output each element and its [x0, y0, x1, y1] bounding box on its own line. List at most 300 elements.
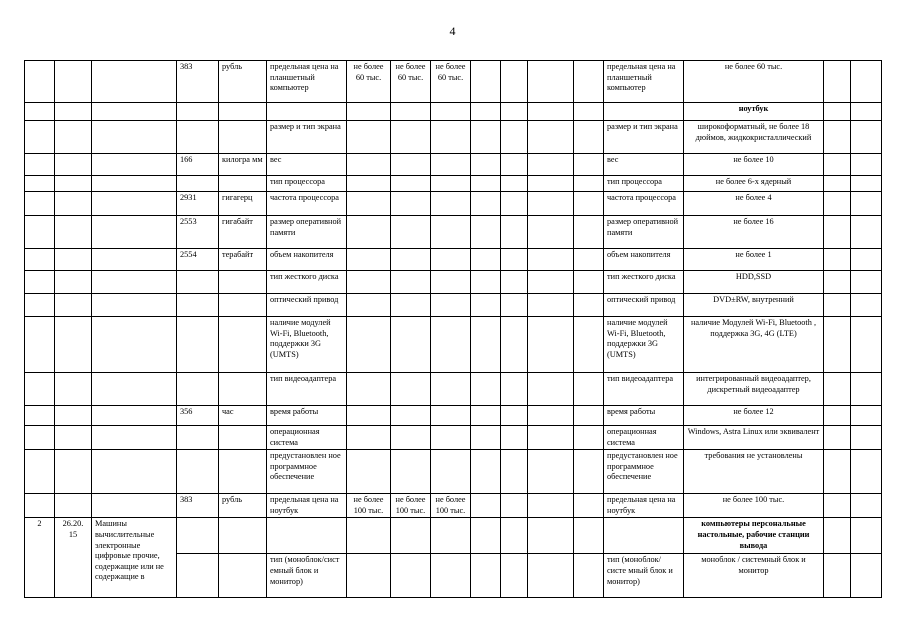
unit-name-cell	[219, 294, 267, 317]
value-cell-6	[528, 426, 574, 450]
okei-code-cell	[177, 426, 219, 450]
value-cell-5	[501, 154, 528, 176]
value-cell-5	[501, 518, 528, 554]
product-name-cell	[92, 154, 177, 176]
value-cell-5	[501, 554, 528, 598]
value-cell-4	[471, 317, 501, 373]
value-cell-2	[391, 103, 431, 121]
function-cell	[851, 154, 882, 176]
unit-name-cell	[219, 426, 267, 450]
value-cell-7	[574, 450, 604, 494]
row-number-cell	[25, 317, 55, 373]
value-cell-6	[528, 518, 574, 554]
function-cell	[851, 518, 882, 554]
value-cell-3	[431, 317, 471, 373]
characteristic-cell: предельная цена на планшетный компьютер	[267, 61, 347, 103]
function-cell	[851, 554, 882, 598]
justification-cell	[824, 121, 851, 154]
value-cell-5	[501, 61, 528, 103]
product-name-cell: Машины вычислительные электронные цифровые прочие, содержащие или не содержащие в	[92, 518, 177, 598]
approved-characteristic-cell: тип видеоадаптера	[604, 373, 684, 406]
value-cell-3	[431, 154, 471, 176]
value-cell-1	[347, 216, 391, 249]
value-cell-6	[528, 554, 574, 598]
value-cell-7	[574, 317, 604, 373]
value-cell-1	[347, 176, 391, 192]
value-cell-2	[391, 249, 431, 271]
row-number-cell	[25, 494, 55, 518]
row-number-cell	[25, 61, 55, 103]
approved-characteristic-cell: размер и тип экрана	[604, 121, 684, 154]
value-cell-3	[431, 121, 471, 154]
okpd-code-cell	[55, 154, 92, 176]
value-cell-4	[471, 450, 501, 494]
value-cell-7	[574, 554, 604, 598]
value-cell-3	[431, 103, 471, 121]
row-number-cell	[25, 176, 55, 192]
characteristic-cell: объем накопителя	[267, 249, 347, 271]
justification-cell	[824, 154, 851, 176]
approved-value-cell: компьютеры персональные настольные, рабочие станции вывода	[684, 518, 824, 554]
value-cell-7	[574, 426, 604, 450]
row-number-cell	[25, 192, 55, 216]
unit-name-cell	[219, 103, 267, 121]
product-name-cell	[92, 317, 177, 373]
product-name-cell	[92, 216, 177, 249]
requirements-table	[24, 60, 882, 598]
value-cell-5	[501, 426, 528, 450]
product-name-cell	[92, 192, 177, 216]
value-cell-2	[391, 154, 431, 176]
value-cell-6	[528, 271, 574, 294]
value-cell-5	[501, 121, 528, 154]
row-number-cell	[25, 426, 55, 450]
value-cell-2	[391, 373, 431, 406]
table-row	[25, 61, 882, 103]
table-row	[25, 373, 882, 406]
unit-name-cell: час	[219, 406, 267, 426]
table-row	[25, 271, 882, 294]
table-row	[25, 426, 882, 450]
approved-characteristic-cell: частота процессора	[604, 192, 684, 216]
table-row	[25, 192, 882, 216]
unit-name-cell	[219, 176, 267, 192]
characteristic-cell: тип процессора	[267, 176, 347, 192]
product-name-cell	[92, 103, 177, 121]
unit-name-cell: рубль	[219, 61, 267, 103]
value-cell-6	[528, 494, 574, 518]
characteristic-cell: наличие модулей Wi-Fi, Bluetooth, поддержки 3G (UMTS)	[267, 317, 347, 373]
value-cell-2	[391, 406, 431, 426]
characteristic-cell: тип жесткого диска	[267, 271, 347, 294]
value-cell-7	[574, 103, 604, 121]
value-cell-2	[391, 294, 431, 317]
unit-name-cell	[219, 271, 267, 294]
characteristic-cell: предельная цена на ноутбук	[267, 494, 347, 518]
okpd-code-cell	[55, 176, 92, 192]
value-cell-7	[574, 271, 604, 294]
okpd-code-cell	[55, 271, 92, 294]
value-cell-6	[528, 192, 574, 216]
value-cell-1	[347, 154, 391, 176]
value-cell-4	[471, 192, 501, 216]
characteristic-cell: тип видеоадаптера	[267, 373, 347, 406]
approved-value-cell: не более 1	[684, 249, 824, 271]
approved-characteristic-cell: размер оперативной памяти	[604, 216, 684, 249]
justification-cell	[824, 294, 851, 317]
value-cell-2: не более 60 тыс.	[391, 61, 431, 103]
justification-cell	[824, 271, 851, 294]
function-cell	[851, 294, 882, 317]
approved-value-cell: наличие Модулей Wi-Fi, Bluetooth , поддержка 3G, 4G (LTE)	[684, 317, 824, 373]
okei-code-cell	[177, 271, 219, 294]
justification-cell	[824, 249, 851, 271]
okpd-code-cell	[55, 121, 92, 154]
row-number-cell	[25, 249, 55, 271]
value-cell-3	[431, 373, 471, 406]
value-cell-3	[431, 192, 471, 216]
value-cell-2	[391, 121, 431, 154]
okpd-code-cell	[55, 426, 92, 450]
value-cell-6	[528, 249, 574, 271]
characteristic-cell: оптический привод	[267, 294, 347, 317]
value-cell-1	[347, 406, 391, 426]
okei-code-cell	[177, 121, 219, 154]
value-cell-5	[501, 450, 528, 494]
justification-cell	[824, 554, 851, 598]
approved-value-cell: не более 6-х ядерный	[684, 176, 824, 192]
okpd-code-cell	[55, 317, 92, 373]
value-cell-4	[471, 294, 501, 317]
value-cell-7	[574, 216, 604, 249]
value-cell-1	[347, 121, 391, 154]
row-number-cell	[25, 271, 55, 294]
characteristic-cell: операционная система	[267, 426, 347, 450]
value-cell-7	[574, 249, 604, 271]
value-cell-2	[391, 271, 431, 294]
table-row	[25, 121, 882, 154]
value-cell-4	[471, 426, 501, 450]
value-cell-5	[501, 317, 528, 373]
product-name-cell	[92, 294, 177, 317]
characteristic-cell	[267, 518, 347, 554]
value-cell-4	[471, 249, 501, 271]
justification-cell	[824, 192, 851, 216]
function-cell	[851, 192, 882, 216]
value-cell-5	[501, 271, 528, 294]
okei-code-cell	[177, 317, 219, 373]
approved-characteristic-cell: тип (моноблок/систе мный блок и монитор)	[604, 554, 684, 598]
justification-cell	[824, 373, 851, 406]
characteristic-cell: тип (моноблок/сист емный блок и монитор)	[267, 554, 347, 598]
function-cell	[851, 121, 882, 154]
value-cell-4	[471, 406, 501, 426]
approved-value-cell: интегрированный видеоадаптер, дискретный видеоадаптер	[684, 373, 824, 406]
approved-value-cell: моноблок / системный блок и монитор	[684, 554, 824, 598]
product-name-cell	[92, 373, 177, 406]
okei-code-cell: 2553	[177, 216, 219, 249]
approved-value-cell: Windows, Astra Linux или эквивалент	[684, 426, 824, 450]
product-name-cell	[92, 249, 177, 271]
value-cell-1	[347, 192, 391, 216]
unit-name-cell	[219, 518, 267, 554]
value-cell-5	[501, 249, 528, 271]
approved-value-cell: требования не установлены	[684, 450, 824, 494]
approved-characteristic-cell	[604, 103, 684, 121]
value-cell-1	[347, 294, 391, 317]
approved-characteristic-cell: тип процессора	[604, 176, 684, 192]
value-cell-7	[574, 494, 604, 518]
function-cell	[851, 249, 882, 271]
unit-name-cell: терабайт	[219, 249, 267, 271]
okpd-code-cell	[55, 61, 92, 103]
row-number-cell	[25, 121, 55, 154]
value-cell-7	[574, 373, 604, 406]
approved-value-cell: широкоформатный, не более 18 дюймов, жидкокристаллический	[684, 121, 824, 154]
value-cell-5	[501, 373, 528, 406]
value-cell-6	[528, 61, 574, 103]
value-cell-7	[574, 121, 604, 154]
value-cell-3	[431, 518, 471, 554]
justification-cell	[824, 494, 851, 518]
okpd-code-cell	[55, 373, 92, 406]
unit-name-cell	[219, 317, 267, 373]
value-cell-5	[501, 192, 528, 216]
approved-characteristic-cell: операционная система	[604, 426, 684, 450]
value-cell-5	[501, 494, 528, 518]
value-cell-2	[391, 216, 431, 249]
approved-characteristic-cell: наличие модулей Wi-Fi, Bluetooth, поддержки 3G (UMTS)	[604, 317, 684, 373]
value-cell-4	[471, 373, 501, 406]
value-cell-7	[574, 406, 604, 426]
value-cell-6	[528, 317, 574, 373]
okpd-code-cell: 26.20. 15	[55, 518, 92, 598]
table-row	[25, 406, 882, 426]
okpd-code-cell	[55, 406, 92, 426]
justification-cell	[824, 426, 851, 450]
justification-cell	[824, 176, 851, 192]
value-cell-4	[471, 61, 501, 103]
approved-value-cell: не более 16	[684, 216, 824, 249]
product-name-cell	[92, 426, 177, 450]
value-cell-2: не более 100 тыс.	[391, 494, 431, 518]
justification-cell	[824, 317, 851, 373]
function-cell	[851, 216, 882, 249]
okei-code-cell	[177, 450, 219, 494]
function-cell	[851, 426, 882, 450]
value-cell-7	[574, 294, 604, 317]
okpd-code-cell	[55, 103, 92, 121]
value-cell-4	[471, 494, 501, 518]
approved-characteristic-cell: время работы	[604, 406, 684, 426]
justification-cell	[824, 406, 851, 426]
characteristic-cell: вес	[267, 154, 347, 176]
function-cell	[851, 103, 882, 121]
value-cell-5	[501, 406, 528, 426]
value-cell-2	[391, 317, 431, 373]
product-name-cell	[92, 121, 177, 154]
approved-characteristic-cell: предельная цена на планшетный компьютер	[604, 61, 684, 103]
value-cell-2	[391, 426, 431, 450]
value-cell-2	[391, 450, 431, 494]
approved-value-cell: не более 60 тыс.	[684, 61, 824, 103]
justification-cell	[824, 216, 851, 249]
value-cell-4	[471, 216, 501, 249]
characteristic-cell	[267, 103, 347, 121]
okpd-code-cell	[55, 450, 92, 494]
product-name-cell	[92, 61, 177, 103]
okpd-code-cell	[55, 249, 92, 271]
product-name-cell	[92, 176, 177, 192]
value-cell-7	[574, 518, 604, 554]
value-cell-5	[501, 103, 528, 121]
page-number: 4	[449, 24, 456, 38]
okei-code-cell: 166	[177, 154, 219, 176]
okpd-code-cell	[55, 294, 92, 317]
value-cell-6	[528, 154, 574, 176]
approved-characteristic-cell	[604, 518, 684, 554]
table-row	[25, 518, 882, 554]
table-row	[25, 450, 882, 494]
value-cell-3	[431, 216, 471, 249]
value-cell-1	[347, 271, 391, 294]
approved-value-cell: не более 100 тыс.	[684, 494, 824, 518]
okei-code-cell	[177, 103, 219, 121]
value-cell-4	[471, 176, 501, 192]
okpd-code-cell	[55, 216, 92, 249]
value-cell-7	[574, 176, 604, 192]
function-cell	[851, 61, 882, 103]
value-cell-2	[391, 176, 431, 192]
value-cell-1: не более 100 тыс.	[347, 494, 391, 518]
value-cell-3	[431, 406, 471, 426]
approved-characteristic-cell: вес	[604, 154, 684, 176]
value-cell-4	[471, 103, 501, 121]
approved-characteristic-cell: тип жесткого диска	[604, 271, 684, 294]
value-cell-4	[471, 121, 501, 154]
unit-name-cell	[219, 373, 267, 406]
value-cell-3: не более 100 тыс.	[431, 494, 471, 518]
function-cell	[851, 406, 882, 426]
value-cell-1	[347, 317, 391, 373]
value-cell-6	[528, 294, 574, 317]
unit-name-cell	[219, 450, 267, 494]
justification-cell	[824, 450, 851, 494]
unit-name-cell	[219, 554, 267, 598]
row-number-cell: 2	[25, 518, 55, 598]
table-row	[25, 294, 882, 317]
okei-code-cell	[177, 554, 219, 598]
characteristic-cell: предустановлен ное программное обеспечение	[267, 450, 347, 494]
characteristic-cell: размер и тип экрана	[267, 121, 347, 154]
approved-characteristic-cell: предельная цена на ноутбук	[604, 494, 684, 518]
okei-code-cell	[177, 294, 219, 317]
approved-value-cell: не более 10	[684, 154, 824, 176]
product-name-cell	[92, 494, 177, 518]
value-cell-1	[347, 426, 391, 450]
value-cell-6	[528, 121, 574, 154]
characteristic-cell: размер оперативной памяти	[267, 216, 347, 249]
unit-name-cell: килогра мм	[219, 154, 267, 176]
unit-name-cell: рубль	[219, 494, 267, 518]
value-cell-6	[528, 373, 574, 406]
value-cell-7	[574, 61, 604, 103]
row-number-cell	[25, 103, 55, 121]
value-cell-3	[431, 249, 471, 271]
approved-value-cell: HDD,SSD	[684, 271, 824, 294]
value-cell-6	[528, 216, 574, 249]
row-number-cell	[25, 450, 55, 494]
value-cell-1: не более 60 тыс.	[347, 61, 391, 103]
value-cell-3	[431, 176, 471, 192]
product-name-cell	[92, 450, 177, 494]
unit-name-cell: гигабайт	[219, 216, 267, 249]
approved-value-cell: не более 4	[684, 192, 824, 216]
value-cell-1	[347, 450, 391, 494]
function-cell	[851, 450, 882, 494]
value-cell-3	[431, 554, 471, 598]
value-cell-4	[471, 271, 501, 294]
approved-value-cell: DVD±RW, внутренний	[684, 294, 824, 317]
okei-code-cell: 383	[177, 494, 219, 518]
unit-name-cell	[219, 121, 267, 154]
approved-value-cell: ноутбук	[684, 103, 824, 121]
justification-cell	[824, 103, 851, 121]
function-cell	[851, 271, 882, 294]
value-cell-2	[391, 554, 431, 598]
justification-cell	[824, 61, 851, 103]
value-cell-1	[347, 554, 391, 598]
row-number-cell	[25, 406, 55, 426]
approved-characteristic-cell: объем накопителя	[604, 249, 684, 271]
value-cell-6	[528, 450, 574, 494]
function-cell	[851, 176, 882, 192]
product-name-cell	[92, 271, 177, 294]
value-cell-3: не более 60 тыс.	[431, 61, 471, 103]
characteristic-cell: частота процессора	[267, 192, 347, 216]
value-cell-3	[431, 426, 471, 450]
row-number-cell	[25, 154, 55, 176]
table-body	[25, 61, 882, 598]
okei-code-cell: 2931	[177, 192, 219, 216]
value-cell-1	[347, 373, 391, 406]
approved-value-cell: не более 12	[684, 406, 824, 426]
value-cell-5	[501, 216, 528, 249]
approved-characteristic-cell: оптический привод	[604, 294, 684, 317]
value-cell-5	[501, 176, 528, 192]
table-row	[25, 216, 882, 249]
value-cell-3	[431, 271, 471, 294]
function-cell	[851, 494, 882, 518]
table-row	[25, 494, 882, 518]
okpd-code-cell	[55, 192, 92, 216]
value-cell-1	[347, 518, 391, 554]
row-number-cell	[25, 216, 55, 249]
row-number-cell	[25, 294, 55, 317]
value-cell-4	[471, 518, 501, 554]
product-name-cell	[92, 406, 177, 426]
value-cell-6	[528, 103, 574, 121]
okpd-code-cell	[55, 494, 92, 518]
value-cell-7	[574, 154, 604, 176]
table-row	[25, 176, 882, 192]
value-cell-7	[574, 192, 604, 216]
table-row	[25, 249, 882, 271]
value-cell-6	[528, 406, 574, 426]
okei-code-cell: 2554	[177, 249, 219, 271]
table-row	[25, 154, 882, 176]
value-cell-1	[347, 103, 391, 121]
